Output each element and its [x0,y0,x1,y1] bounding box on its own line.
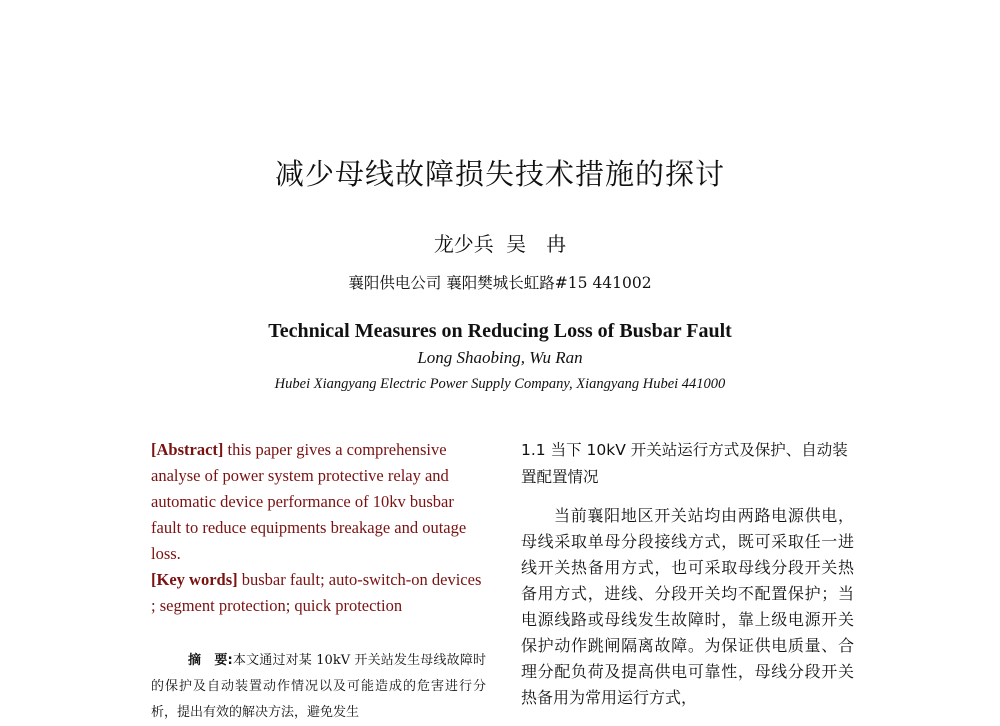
english-abstract-block [151,437,486,619]
chinese-abstract-label: 摘 要: [188,653,233,668]
abstract-text: this paper gives a comprehensive analyse of power system protective relay and automatic device performance of 10kv busbar fault to reduce equipments breakage and outage loss. [151,440,467,563]
chinese-title: 减少母线故障损失技术措施的探讨 [274,157,725,191]
section-heading: 1.1 当下 10kV 开关站运行方式及保护、自动装置配置情况 [521,441,848,486]
chinese-affiliation: 襄阳供电公司 襄阳樊城长虹路#15 441002 [348,274,652,292]
keywords-text: busbar fault; auto-switch-on devices ; segment protection; quick protection [151,570,482,615]
section-body: 当前襄阳地区开关站均由两路电源供电，母线采取单母分段接线方式，既可采取任一进线开关热备用方式，也可采取母线分段开关热备用方式，进线、分段开关均不配置保护；当电源线路或母线发生故障时，靠上级电源开关保护动作跳闸隔离故障。为保证供电质量、合理分配负荷及提高供电可靠性，母线分段开关热备用为常用运行方式， [521,506,854,707]
english-keywords [151,567,486,619]
english-abstract [151,437,486,567]
abstract-label: [Abstract] [151,440,224,459]
chinese-abstract [151,648,486,726]
english-authors: Long Shaobing, Wu Ran [417,348,583,367]
english-title: Technical Measures on Reducing Loss of Busbar Fault [268,320,732,342]
chinese-abstract-text: 本文通过对某 10kV 开关站发生母线故障时的保护及自动装置动作情况以及可能造成的危害进行分析，提出有效的解决方法，避免发生 [151,653,486,720]
chinese-authors: 龙少兵 吴 冉 [433,232,567,256]
keywords-label: [Key words] [151,570,238,589]
english-affiliation: Hubei Xiangyang Electric Power Supply Company, Xiangyang Hubei 441000 [274,376,726,392]
